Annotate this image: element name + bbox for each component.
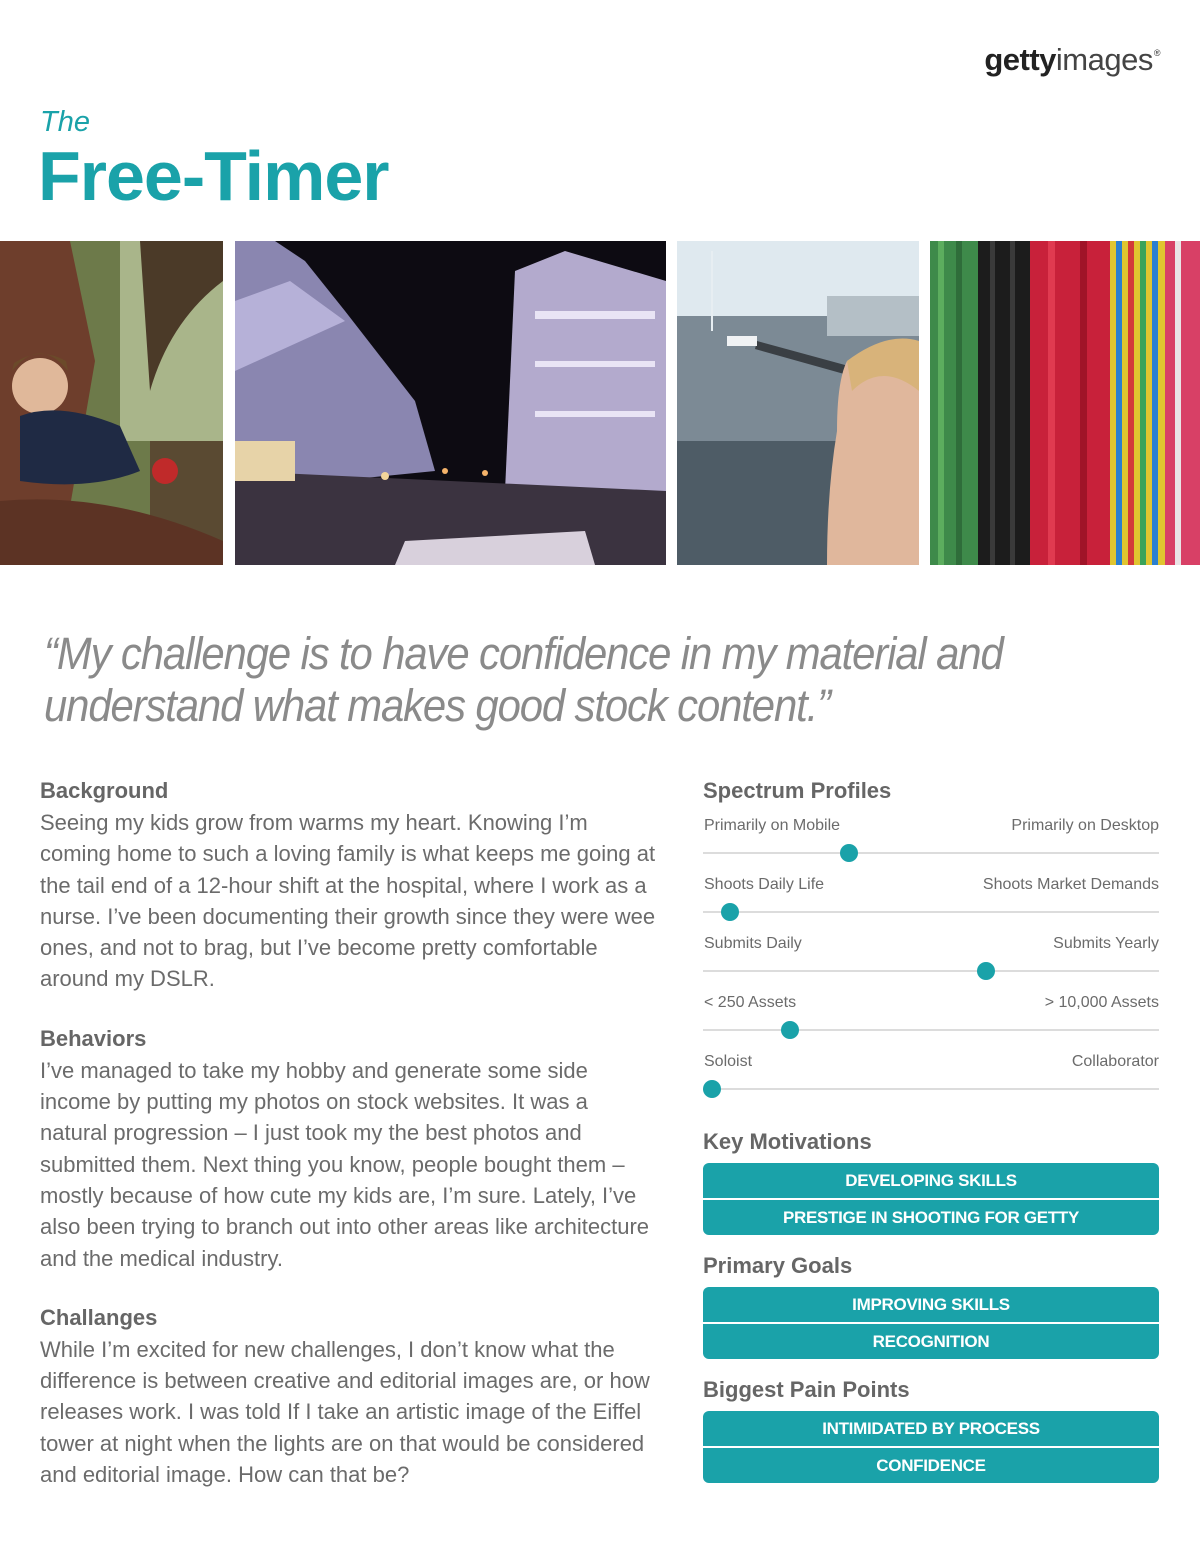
photo-boy-in-tree [0, 241, 223, 565]
photo-licorice-candy [930, 241, 1200, 565]
challenges-section [40, 1305, 660, 1490]
challenges-text: While I’m excited for new challenges, I don’t know what the difference is between creative and editorial images are, or how releases work. I was told If I take an artistic image of the Eiffel tower at night when the lights are on that would be considered and editorial image. How can that be? [40, 1336, 650, 1488]
slider-right-label: > 10,000 Assets [1044, 994, 1159, 1011]
title-prefix: The [40, 106, 90, 138]
slider-track [703, 1088, 1159, 1090]
goal-pill: RECOGNITION [703, 1324, 1159, 1359]
slider-left-label: Soloist [704, 1053, 753, 1070]
motivations-heading: Key Motivations [703, 1129, 872, 1154]
slider-right-label: Collaborator [1071, 1053, 1159, 1070]
pain-points-heading: Biggest Pain Points [703, 1377, 910, 1402]
slider-left-label: < 250 Assets [704, 994, 797, 1011]
motivations-list [703, 1163, 1159, 1235]
logo-getty: getty [984, 42, 1056, 77]
background-section [40, 778, 660, 995]
slider-left-label: Primarily on Mobile [704, 817, 841, 834]
spectrum-slider [703, 836, 1159, 895]
motivation-pill: DEVELOPING SKILLS [703, 1163, 1159, 1198]
page-title: Free-Timer [38, 137, 389, 215]
right-column [703, 778, 1159, 1485]
slider-right-label: Primarily on Desktop [1011, 817, 1159, 834]
motivation-pill: PRESTIGE IN SHOOTING FOR GETTY [703, 1200, 1159, 1235]
slider-left-label: Submits Daily [704, 935, 802, 952]
photo-city-street-night [235, 241, 666, 565]
spectrum-slider [703, 1013, 1159, 1072]
spectrum-heading: Spectrum Profiles [703, 778, 892, 803]
goal-pill: IMPROVING SKILLS [703, 1287, 1159, 1322]
gettyimages-logo [984, 42, 1160, 78]
pain-points-list [703, 1411, 1159, 1483]
pain-point-pill: INTIMIDATED BY PROCESS [703, 1411, 1159, 1446]
persona-quote: “My challenge is to have confidence in my material and understand what makes good stock content.” [44, 628, 1003, 731]
goals-heading: Primary Goals [703, 1253, 853, 1278]
spectrum-slider [703, 895, 1159, 954]
challenges-heading: Challanges [40, 1304, 158, 1330]
goals-list [703, 1287, 1159, 1359]
slider-right-label: Submits Yearly [1053, 935, 1159, 952]
spectrum-sliders [703, 777, 1159, 1072]
behaviors-heading: Behaviors [40, 1025, 147, 1051]
logo-images: images [1055, 42, 1153, 77]
background-text: Seeing my kids grow from warms my heart. Knowing I’m coming home to such a loving family is what keeps me going at the tail end of a 12-hour shift at the hospital, where I work as a nurse. I’ve been documenting their growth since they were wee ones, and not to brag, but I’ve become pretty comfortable around my DSLR. [40, 810, 656, 992]
photo-harbor-woman [677, 241, 919, 565]
slider-right-label: Shoots Market Demands [982, 876, 1159, 893]
registered-mark: ® [1153, 48, 1160, 58]
pain-point-pill: CONFIDENCE [703, 1448, 1159, 1483]
spectrum-slider [703, 777, 1159, 836]
slider-knob [703, 1080, 721, 1098]
left-column [40, 778, 660, 1521]
behaviors-section [40, 1026, 660, 1274]
behaviors-text: I’ve managed to take my hobby and generate some side income by putting my photos on stock websites. It was a natural progression – I just took my the best photos and submitted them. Next thing you know, people bought them – mostly because of how cute my kids are, I’m sure. Lately, I’ve also been trying to branch out into other areas like architecture and the medical industry. [40, 1057, 650, 1271]
spectrum-slider [703, 954, 1159, 1013]
slider-left-label: Shoots Daily Life [704, 876, 825, 893]
background-heading: Background [40, 778, 169, 803]
